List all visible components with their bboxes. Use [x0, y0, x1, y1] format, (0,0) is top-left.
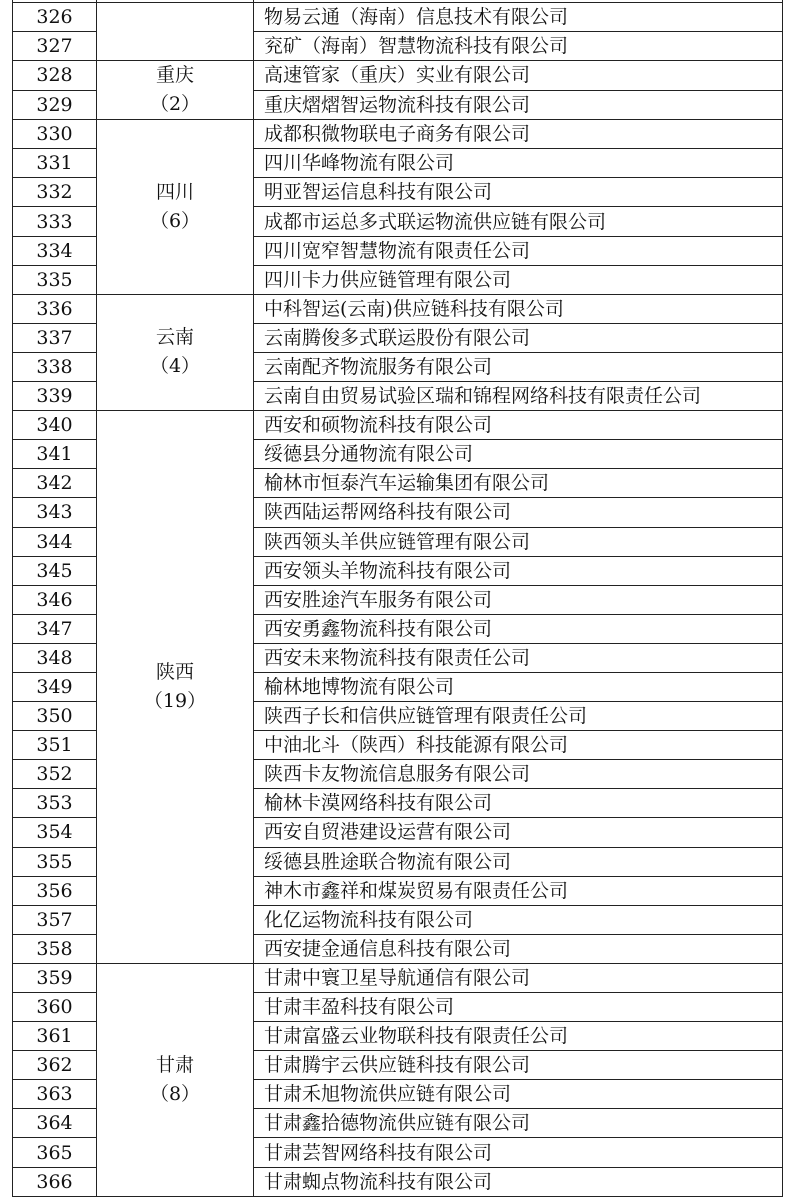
company-name: 四川宽窄智慧物流有限责任公司 [254, 236, 783, 265]
company-name: 甘肃蜘点物流科技有限公司 [254, 1167, 783, 1196]
row-number: 342 [13, 469, 97, 498]
province-cell [97, 61, 254, 120]
province-count: （4） [149, 355, 201, 378]
company-name: 甘肃芸智网络科技有限公司 [254, 1138, 783, 1167]
row-number: 359 [13, 963, 97, 992]
company-name: 甘肃中寰卫星导航通信有限公司 [254, 963, 783, 992]
row-number: 365 [13, 1138, 97, 1167]
company-name: 四川华峰物流有限公司 [254, 149, 783, 178]
province-cell [97, 3, 254, 61]
row-number: 350 [13, 702, 97, 731]
company-name: 神木市鑫祥和煤炭贸易有限责任公司 [254, 876, 783, 905]
company-name: 西安领头羊物流科技有限公司 [254, 556, 783, 585]
row-number: 347 [13, 614, 97, 643]
province-name: 云南 [155, 326, 194, 349]
company-name: 云南自由贸易试验区瑞和锦程网络科技有限责任公司 [254, 382, 783, 411]
row-number: 334 [13, 236, 97, 265]
company-name: 高速管家（重庆）实业有限公司 [254, 61, 783, 91]
row-number: 354 [13, 818, 97, 847]
company-name: 陕西领头羊供应链管理有限公司 [254, 527, 783, 556]
province-cell [97, 294, 254, 410]
company-name: 西安勇鑫物流科技有限公司 [254, 614, 783, 643]
row-number: 340 [13, 411, 97, 440]
row-number: 339 [13, 382, 97, 411]
row-number: 333 [13, 207, 97, 236]
company-name: 榆林卡漠网络科技有限公司 [254, 789, 783, 818]
row-number: 338 [13, 352, 97, 381]
row-number: 337 [13, 323, 97, 352]
row-number: 364 [13, 1109, 97, 1138]
row-number: 348 [13, 643, 97, 672]
row-number: 360 [13, 993, 97, 1022]
row-number: 358 [13, 934, 97, 963]
company-name: 云南配齐物流服务有限公司 [254, 352, 783, 381]
row-number: 326 [13, 3, 97, 32]
company-name: 甘肃禾旭物流供应链有限公司 [254, 1080, 783, 1109]
company-name: 陕西子长和信供应链管理有限责任公司 [254, 702, 783, 731]
province-cell [97, 411, 254, 964]
company-name: 明亚智运信息科技有限公司 [254, 178, 783, 207]
table-row [13, 963, 783, 992]
company-name: 陕西卡友物流信息服务有限公司 [254, 760, 783, 789]
row-number: 335 [13, 265, 97, 294]
company-name: 化亿运物流科技有限公司 [254, 905, 783, 934]
row-number: 357 [13, 905, 97, 934]
company-name: 陕西陆运帮网络科技有限公司 [254, 498, 783, 527]
province-name: 甘肃 [155, 1053, 194, 1076]
company-name: 西安捷金通信息科技有限公司 [254, 934, 783, 963]
table-row [13, 61, 783, 91]
row-number: 329 [13, 90, 97, 120]
row-number: 349 [13, 672, 97, 701]
table-row [13, 120, 783, 149]
company-name: 西安胜途汽车服务有限公司 [254, 585, 783, 614]
table-body [13, 0, 783, 1196]
province-count: （19） [143, 690, 207, 713]
row-number: 343 [13, 498, 97, 527]
row-number: 346 [13, 585, 97, 614]
company-name: 成都市运总多式联运物流供应链有限公司 [254, 207, 783, 236]
company-name: 绥德县胜途联合物流有限公司 [254, 847, 783, 876]
row-number: 355 [13, 847, 97, 876]
company-list-table [12, 0, 783, 1197]
row-number: 366 [13, 1167, 97, 1196]
company-name: 中科智运(云南)供应链科技有限公司 [254, 294, 783, 323]
row-number: 363 [13, 1080, 97, 1109]
company-name: 兖矿（海南）智慧物流科技有限公司 [254, 32, 783, 61]
company-name: 云南腾俊多式联运股份有限公司 [254, 323, 783, 352]
province-count: （8） [149, 1082, 201, 1105]
company-name: 四川卡力供应链管理有限公司 [254, 265, 783, 294]
company-name: 绥德县分通物流有限公司 [254, 440, 783, 469]
company-name: 西安未来物流科技有限责任公司 [254, 643, 783, 672]
company-name: 榆林市恒泰汽车运输集团有限公司 [254, 469, 783, 498]
company-name: 西安自贸港建设运营有限公司 [254, 818, 783, 847]
province-count: （2） [149, 93, 201, 116]
row-number: 351 [13, 731, 97, 760]
row-number: 356 [13, 876, 97, 905]
row-number: 332 [13, 178, 97, 207]
row-number: 328 [13, 61, 97, 91]
province-name: 陕西 [155, 661, 194, 684]
row-number: 362 [13, 1051, 97, 1080]
row-number: 341 [13, 440, 97, 469]
company-name: 甘肃丰盈科技有限公司 [254, 993, 783, 1022]
company-name: 甘肃鑫拾德物流供应链有限公司 [254, 1109, 783, 1138]
row-number: 331 [13, 149, 97, 178]
province-cell [97, 963, 254, 1196]
province-count: （6） [149, 209, 201, 232]
company-name: 西安和硕物流科技有限公司 [254, 411, 783, 440]
company-name: 物易云通（海南）信息技术有限公司 [254, 3, 783, 32]
company-name: 中油北斗（陕西）科技能源有限公司 [254, 731, 783, 760]
row-number: 336 [13, 294, 97, 323]
table-row [13, 294, 783, 323]
table-row [13, 3, 783, 32]
row-number: 327 [13, 32, 97, 61]
company-name: 甘肃腾宇云供应链科技有限公司 [254, 1051, 783, 1080]
company-name: 甘肃富盛云业物联科技有限责任公司 [254, 1022, 783, 1051]
row-number: 345 [13, 556, 97, 585]
province-name: 重庆 [155, 64, 194, 87]
row-number: 352 [13, 760, 97, 789]
company-name: 重庆熠熠智运物流科技有限公司 [254, 90, 783, 120]
row-number: 361 [13, 1022, 97, 1051]
company-name: 成都积微物联电子商务有限公司 [254, 120, 783, 149]
province-cell [97, 120, 254, 295]
row-number: 344 [13, 527, 97, 556]
table-row [13, 411, 783, 440]
company-name: 榆林地博物流有限公司 [254, 672, 783, 701]
row-number: 353 [13, 789, 97, 818]
province-name: 四川 [155, 180, 194, 203]
row-number: 330 [13, 120, 97, 149]
